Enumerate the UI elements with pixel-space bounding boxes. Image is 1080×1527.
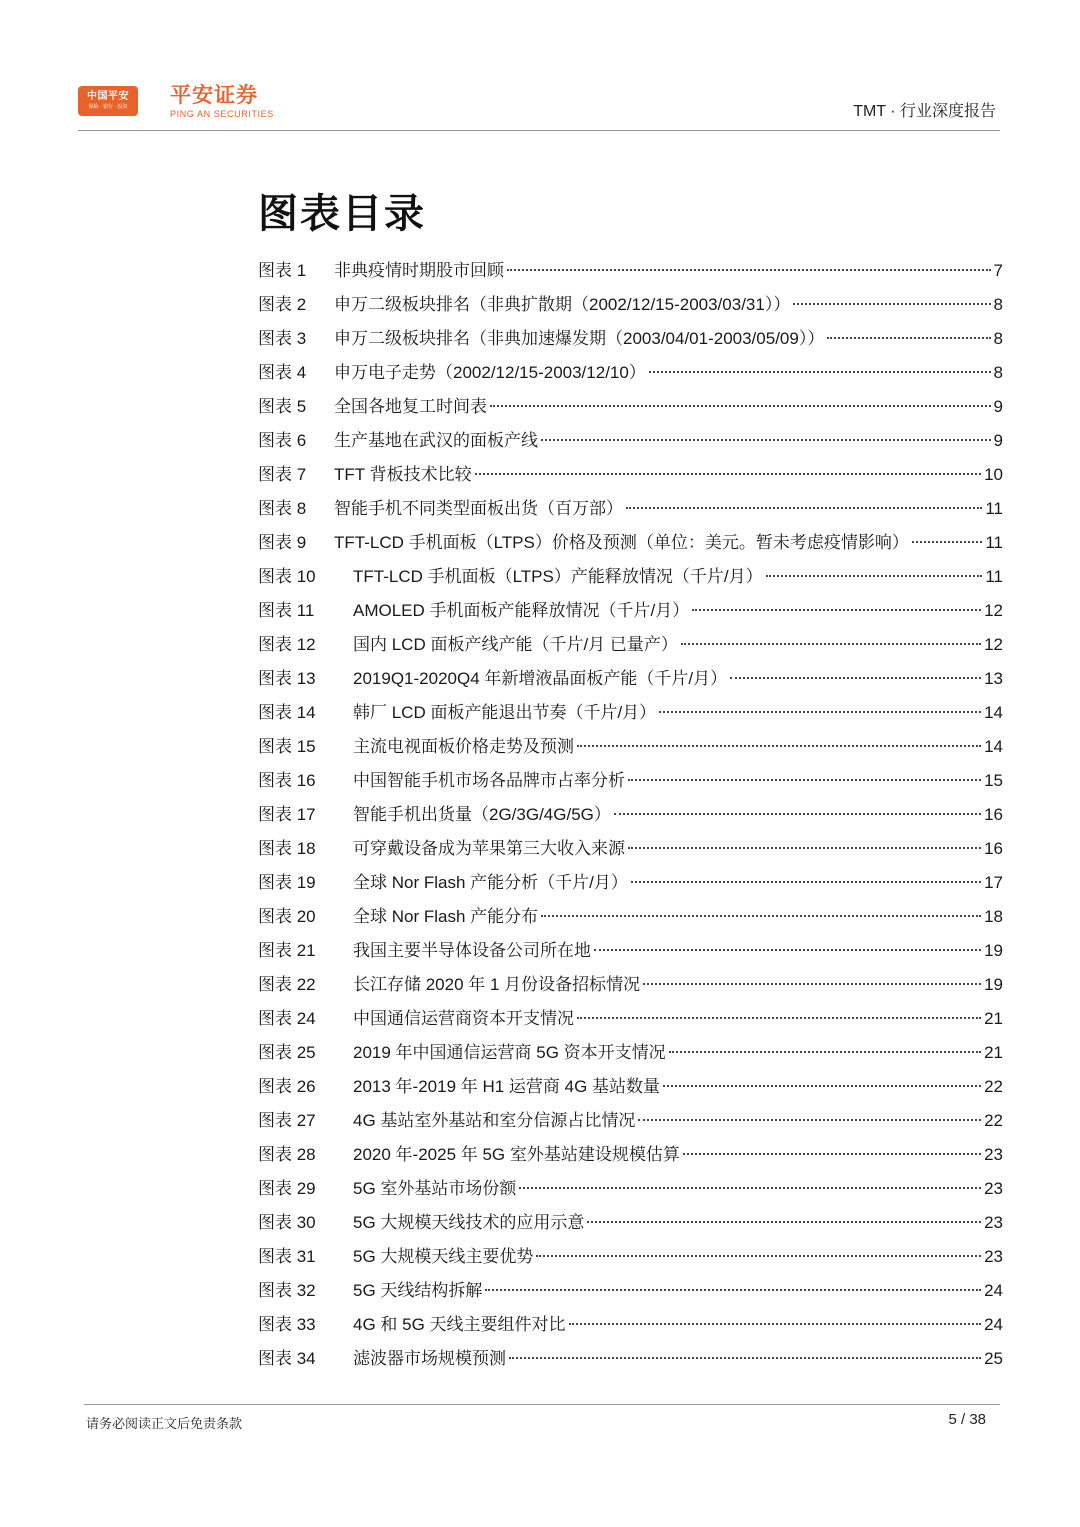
toc-entry-label: 图表 8	[258, 499, 307, 518]
toc-entry[interactable]	[258, 934, 1003, 968]
toc-entry-label: 图表 30	[258, 1213, 316, 1232]
toc-entry-title: 智能手机不同类型面板出货（百万部）	[334, 499, 623, 518]
toc-entry[interactable]	[258, 288, 1003, 322]
brand-logo	[170, 84, 274, 120]
toc-entry-title: 2020 年-2025 年 5G 室外基站建设规模估算	[353, 1145, 680, 1164]
toc-entry[interactable]	[258, 1342, 1003, 1376]
toc-entry[interactable]	[258, 1240, 1003, 1274]
toc-entry-label: 图表 13	[258, 669, 316, 688]
toc-entry-label: 图表 18	[258, 839, 316, 858]
toc-entry[interactable]	[258, 730, 1003, 764]
toc-leader-dots	[827, 337, 990, 339]
toc-entry[interactable]	[258, 322, 1003, 356]
toc-entry-label: 图表 21	[258, 941, 316, 960]
toc-entry-title: 智能手机出货量（2G/3G/4G/5G）	[353, 805, 611, 824]
toc-entry[interactable]	[258, 526, 1003, 560]
toc-entry-label: 图表 20	[258, 907, 316, 926]
toc-leader-dots	[594, 949, 981, 951]
toc-entry-title: 4G 和 5G 天线主要组件对比	[353, 1315, 566, 1334]
toc-entry[interactable]	[258, 968, 1003, 1002]
toc-entry-title: TFT-LCD 手机面板（LTPS）价格及预测（单位：美元。暂未考虑疫情影响）	[334, 533, 909, 552]
toc-entry-page: 25	[984, 1349, 1003, 1368]
toc-leader-dots	[490, 405, 991, 407]
toc-entry-page: 11	[985, 499, 1003, 518]
ping-an-group-logo	[78, 86, 138, 116]
toc-entry[interactable]	[258, 798, 1003, 832]
toc-entry-label: 图表 15	[258, 737, 316, 756]
toc-leader-dots	[507, 269, 991, 271]
toc-leader-dots	[577, 745, 981, 747]
toc-entry-title: AMOLED 手机面板产能释放情况（千片/月）	[353, 601, 690, 620]
toc-entry-title: 中国通信运营商资本开支情况	[353, 1009, 574, 1028]
toc-leader-dots	[730, 677, 981, 679]
report-type: TMT · 行业深度报告	[853, 103, 996, 120]
toc-entry-label: 图表 33	[258, 1315, 316, 1334]
toc-entry-label: 图表 4	[258, 363, 307, 382]
toc-leader-dots	[577, 1017, 981, 1019]
toc-entry-page: 17	[984, 873, 1003, 892]
toc-entry-label: 图表 5	[258, 397, 307, 416]
toc-entry-page: 10	[984, 465, 1003, 484]
toc-entry-title: 韩厂 LCD 面板产能退出节奏（千片/月）	[353, 703, 657, 722]
toc-entry[interactable]	[258, 832, 1003, 866]
toc-entry-label: 图表 12	[258, 635, 316, 654]
toc-entry[interactable]	[258, 1036, 1003, 1070]
toc-entry-label: 图表 16	[258, 771, 316, 790]
toc-entry-page: 23	[984, 1213, 1003, 1232]
toc-entry-page: 23	[984, 1179, 1003, 1198]
toc-entry[interactable]	[258, 424, 1003, 458]
toc-entry-label: 图表 14	[258, 703, 316, 722]
toc-entry[interactable]	[258, 356, 1003, 390]
toc-entry-page: 14	[984, 703, 1003, 722]
figure-toc-list	[258, 254, 1003, 1376]
toc-entry[interactable]	[258, 1172, 1003, 1206]
toc-entry-label: 图表 9	[258, 533, 307, 552]
brand-name-cn: 平安证券	[170, 84, 258, 107]
toc-entry-page: 14	[984, 737, 1003, 756]
toc-leader-dots	[541, 439, 991, 441]
toc-entry-title: 5G 天线结构拆解	[353, 1281, 483, 1300]
toc-entry-page: 9	[993, 431, 1003, 450]
toc-entry-title: 申万二级板块排名（非典扩散期（2002/12/15-2003/03/31））	[334, 295, 791, 314]
toc-leader-dots	[663, 1085, 981, 1087]
toc-entry-page: 8	[993, 295, 1003, 314]
toc-leader-dots	[485, 1289, 981, 1291]
toc-entry-page: 12	[984, 601, 1003, 620]
toc-entry[interactable]	[258, 390, 1003, 424]
toc-entry[interactable]	[258, 1274, 1003, 1308]
toc-entry-title: 主流电视面板价格走势及预测	[353, 737, 574, 756]
toc-entry-title: 滤波器市场规模预测	[353, 1349, 506, 1368]
toc-entry-page: 19	[984, 941, 1003, 960]
toc-entry-label: 图表 10	[258, 567, 316, 586]
toc-leader-dots	[766, 575, 983, 577]
toc-leader-dots	[669, 1051, 981, 1053]
toc-entry-label: 图表 25	[258, 1043, 316, 1062]
toc-entry[interactable]	[258, 1206, 1003, 1240]
logo-line2: 保险 · 银行 · 投资	[88, 104, 128, 110]
toc-entry-title: TFT-LCD 手机面板（LTPS）产能释放情况（千片/月）	[353, 567, 763, 586]
toc-leader-dots	[509, 1357, 981, 1359]
toc-entry-title: 申万电子走势（2002/12/15-2003/12/10）	[334, 363, 646, 382]
toc-leader-dots	[536, 1255, 981, 1257]
toc-entry[interactable]	[258, 560, 1003, 594]
toc-leader-dots	[681, 643, 981, 645]
toc-entry[interactable]	[258, 1002, 1003, 1036]
toc-entry[interactable]	[258, 628, 1003, 662]
toc-leader-dots	[569, 1323, 982, 1325]
page-number: 5 / 38	[948, 1411, 986, 1428]
toc-entry-title: 4G 基站室外基站和室分信源占比情况	[353, 1111, 636, 1130]
page-title: 图表目录	[258, 192, 426, 236]
toc-entry-page: 16	[984, 805, 1003, 824]
toc-entry-label: 图表 31	[258, 1247, 316, 1266]
toc-leader-dots	[683, 1153, 981, 1155]
toc-entry[interactable]	[258, 696, 1003, 730]
toc-leader-dots	[587, 1221, 981, 1223]
toc-entry-title: TFT 背板技术比较	[334, 465, 472, 484]
page-header	[0, 0, 1080, 132]
toc-entry-page: 18	[984, 907, 1003, 926]
toc-entry-label: 图表 32	[258, 1281, 316, 1300]
toc-entry-label: 图表 26	[258, 1077, 316, 1096]
toc-entry-title: 中国智能手机市场各品牌市占率分析	[353, 771, 625, 790]
toc-entry-title: 5G 室外基站市场份额	[353, 1179, 517, 1198]
toc-entry-page: 22	[984, 1077, 1003, 1096]
toc-entry-label: 图表 3	[258, 329, 307, 348]
footer-disclaimer: 请务必阅读正文后免责条款	[86, 1416, 243, 1431]
toc-entry-label: 图表 27	[258, 1111, 316, 1130]
toc-entry-title: 我国主要半导体设备公司所在地	[353, 941, 591, 960]
toc-leader-dots	[638, 1119, 981, 1121]
toc-entry[interactable]	[258, 900, 1003, 934]
toc-entry-title: 可穿戴设备成为苹果第三大收入来源	[353, 839, 625, 858]
toc-entry-page: 9	[993, 397, 1003, 416]
toc-entry-label: 图表 11	[258, 601, 315, 620]
toc-entry-title: 全球 Nor Flash 产能分析（千片/月）	[353, 873, 628, 892]
logo-line1: 中国平安	[87, 91, 129, 102]
toc-entry-page: 11	[985, 533, 1003, 552]
toc-entry-label: 图表 24	[258, 1009, 316, 1028]
toc-leader-dots	[626, 507, 982, 509]
toc-leader-dots	[659, 711, 981, 713]
toc-leader-dots	[631, 881, 981, 883]
toc-entry[interactable]	[258, 254, 1003, 288]
toc-entry[interactable]	[258, 866, 1003, 900]
toc-entry-page: 8	[993, 363, 1003, 382]
toc-leader-dots	[475, 473, 982, 475]
toc-entry-page: 23	[984, 1247, 1003, 1266]
footer-divider	[84, 1404, 1000, 1405]
toc-entry-title: 申万二级板块排名（非典加速爆发期（2003/04/01-2003/05/09））	[334, 329, 825, 348]
toc-entry-title: 2019Q1-2020Q4 年新增液晶面板产能（千片/月）	[353, 669, 728, 688]
toc-entry-title: 全国各地复工时间表	[334, 397, 487, 416]
toc-entry-label: 图表 1	[258, 261, 307, 280]
toc-entry-label: 图表 2	[258, 295, 307, 314]
toc-entry[interactable]	[258, 1070, 1003, 1104]
toc-entry[interactable]	[258, 458, 1003, 492]
toc-entry-title: 5G 大规模天线技术的应用示意	[353, 1213, 585, 1232]
toc-leader-dots	[692, 609, 981, 611]
toc-entry-label: 图表 34	[258, 1349, 316, 1368]
toc-entry-page: 24	[984, 1315, 1003, 1334]
toc-entry-label: 图表 22	[258, 975, 316, 994]
header-divider	[78, 130, 1000, 131]
toc-leader-dots	[614, 813, 981, 815]
toc-entry-label: 图表 7	[258, 465, 307, 484]
toc-entry-label: 图表 19	[258, 873, 316, 892]
toc-leader-dots	[643, 983, 981, 985]
toc-entry[interactable]	[258, 662, 1003, 696]
toc-entry-page: 11	[985, 567, 1003, 586]
toc-leader-dots	[519, 1187, 981, 1189]
toc-leader-dots	[912, 541, 982, 543]
toc-leader-dots	[793, 303, 990, 305]
toc-leader-dots	[628, 779, 981, 781]
toc-entry[interactable]	[258, 1308, 1003, 1342]
toc-entry-label: 图表 6	[258, 431, 307, 450]
toc-entry-title: 非典疫情时期股市回顾	[334, 261, 504, 280]
toc-leader-dots	[649, 371, 991, 373]
toc-entry-title: 国内 LCD 面板产线产能（千片/月 已量产）	[353, 635, 678, 654]
toc-entry-page: 16	[984, 839, 1003, 858]
toc-entry[interactable]	[258, 1104, 1003, 1138]
toc-entry-label: 图表 28	[258, 1145, 316, 1164]
toc-entry-page: 24	[984, 1281, 1003, 1300]
toc-entry-title: 全球 Nor Flash 产能分布	[353, 907, 539, 926]
toc-entry-page: 13	[984, 669, 1003, 688]
toc-entry-page: 22	[984, 1111, 1003, 1130]
toc-entry-page: 21	[984, 1043, 1003, 1062]
toc-entry[interactable]	[258, 764, 1003, 798]
brand-name-en: PING AN SECURITIES	[170, 109, 274, 119]
toc-entry-label: 图表 29	[258, 1179, 316, 1198]
toc-entry-title: 生产基地在武汉的面板产线	[334, 431, 538, 450]
toc-leader-dots	[541, 915, 981, 917]
toc-entry-page: 7	[993, 261, 1003, 280]
toc-entry-page: 19	[984, 975, 1003, 994]
toc-entry-page: 21	[984, 1009, 1003, 1028]
toc-entry-page: 12	[984, 635, 1003, 654]
toc-entry-title: 2019 年中国通信运营商 5G 资本开支情况	[353, 1043, 666, 1062]
toc-entry[interactable]	[258, 1138, 1003, 1172]
toc-entry-title: 2013 年-2019 年 H1 运营商 4G 基站数量	[353, 1077, 661, 1096]
toc-leader-dots	[628, 847, 981, 849]
toc-entry-title: 长江存储 2020 年 1 月份设备招标情况	[353, 975, 641, 994]
toc-entry[interactable]	[258, 492, 1003, 526]
toc-entry-title: 5G 大规模天线主要优势	[353, 1247, 534, 1266]
toc-entry-page: 15	[984, 771, 1003, 790]
toc-entry-page: 8	[993, 329, 1003, 348]
toc-entry-label: 图表 17	[258, 805, 316, 824]
toc-entry-page: 23	[984, 1145, 1003, 1164]
toc-entry[interactable]	[258, 594, 1003, 628]
